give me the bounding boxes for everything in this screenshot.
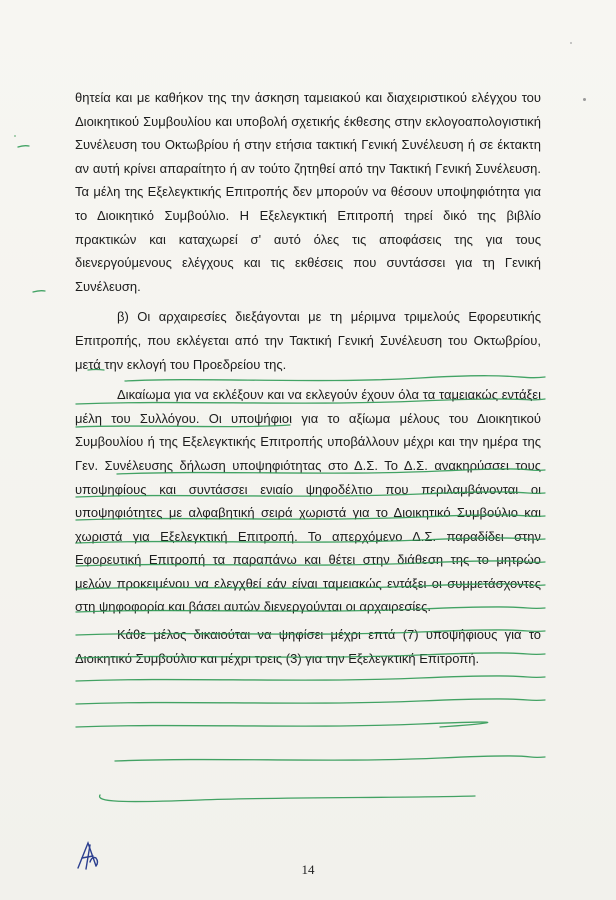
page-number: 14 bbox=[301, 862, 315, 877]
scan-speck bbox=[570, 42, 572, 44]
paragraph-audit-committee: θητεία και με καθήκον της την άσκηση ταμειακού και διαχειριστικού ελέγχου του Διοικητικού Συμβουλίου και υποβολή σχετικής έκθεσης στην εκλογοαπολογιστική Συνέλευση του Οκτωβρίου ή στην ετήσια τακτική Γενική Συνέλευση ή σε έκτακτη αν αυτή κρίνει απαραίτητο ή αν τούτο ζητηθεί από την Τακτική Γενική Συνέλευση. Τα μέλη της Εξελεγκτικής Επιτροπής δεν μπορούν να θέσουν υποψηφιότητα για το Διοικητικό Συμβούλιο. Η Εξελεγκτική Επιτροπή τηρεί δικό της βιβλίο πρακτικών και καταχωρεί σ' αυτό όλες τις αποφάσεις της για τους διενεργούμενους ελέγχους και τις εκθέσεις που συντάσσει για τη Γενική Συνέλευση. bbox=[75, 90, 541, 294]
margin-dash bbox=[18, 146, 29, 147]
paragraph-voting-rights: Δικαίωμα για να εκλέξουν και να εκλεγούν έχουν όλα τα ταμειακώς εντάξει μέλη του Συλλόγου. Οι υποψήφιοι για το αξίωμα μέλους του Διοικητικού Συμβουλίου ή της Εξελεγκτικής Επιτροπής υποβάλλουν μέχρι και την ημέρα της Γεν. Συνέλευσης δήλωση υποψηφιότητας στο Δ.Σ. Το Δ.Σ. ανακηρύσσει τους υποψηφίους και συντάσσει ενιαίο ψηφοδέλτιο που περιλαμβάνονται οι υποψηφιότητες με αλφαβητική σειρά χωριστά για το Διοικητικό Συμβούλιο και χωριστά για Εξελεγκτική Επιτροπή. Το απερχόμενο Δ.Σ. παραδίδει στην Εφορευτική Επιτροπή τα παραπάνω και θέτει στην διάθεση της το μητρώο μελών προκειμένου να ελεγχθεί εάν είναι ταμειακώς εντάξει οι συμμετάσχοντες στη ψηφοφορία και βάσει αυτών διενεργούνται οι αρχαιρεσίες. bbox=[75, 387, 541, 615]
paragraph-election-committee: β) Οι αρχαιρεσίες διεξάγονται με τη μέριμνα τριμελούς Εφορευτικής Επιτροπής, που εκλέγεται από την Τακτική Γενική Συνέλευση του Οκτωβρίου, μετά την εκλογή του Προεδρείου της. bbox=[75, 309, 541, 372]
paragraph-vote-limits: Κάθε μέλος δικαιούται να ψηφίσει μέχρι επτά (7) υποψήφιους για το Διοικητικό Συμβούλιο και μέχρι τρεις (3) για την Εξελεγκτική Επιτροπή. bbox=[75, 627, 541, 666]
underline bbox=[100, 795, 475, 802]
underline bbox=[76, 676, 545, 681]
underline bbox=[76, 699, 545, 704]
scan-speck bbox=[583, 98, 586, 101]
margin-dash bbox=[33, 291, 45, 292]
underline bbox=[76, 722, 488, 727]
scan-speck bbox=[14, 135, 16, 137]
underline bbox=[115, 756, 545, 761]
document-body bbox=[75, 86, 541, 670]
